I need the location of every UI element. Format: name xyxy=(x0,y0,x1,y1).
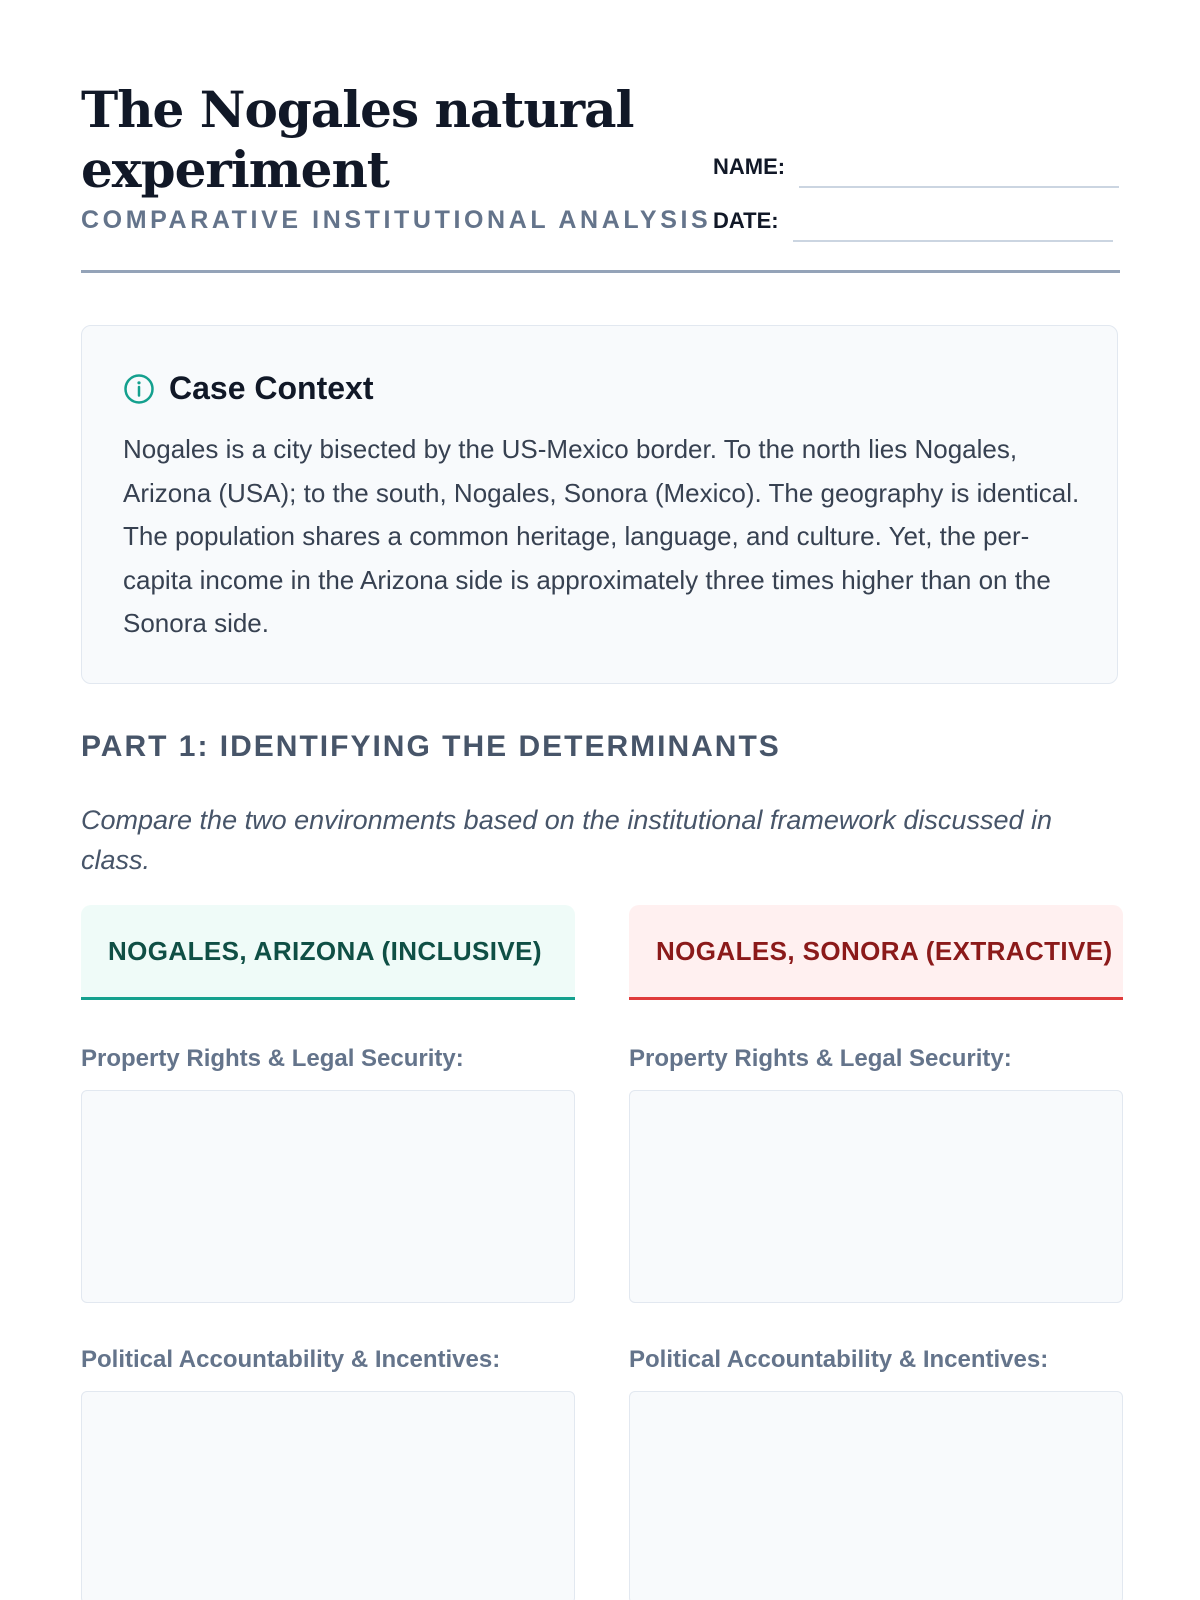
case-context-heading xyxy=(123,370,374,407)
page-subtitle: COMPARATIVE INSTITUTIONAL ANALYSIS xyxy=(81,206,712,234)
arizona-political-accountability-label: Political Accountability & Incentives: xyxy=(81,1346,501,1373)
arizona-column-header: NOGALES, ARIZONA (INCLUSIVE) xyxy=(81,905,575,1000)
info-icon xyxy=(123,373,155,405)
date-field xyxy=(713,208,1113,234)
sonora-property-rights-label: Property Rights & Legal Security: xyxy=(629,1045,1012,1072)
date-label: DATE: xyxy=(713,208,779,233)
case-context-box xyxy=(81,325,1118,684)
page-title: The Nogales natural experiment xyxy=(81,80,634,199)
sonora-political-accountability-label: Political Accountability & Incentives: xyxy=(629,1346,1049,1373)
name-field xyxy=(713,154,1119,180)
part1-instruction: Compare the two environments based on the institutional framework discussed in class. xyxy=(81,805,1052,875)
name-input-line[interactable] xyxy=(799,186,1119,188)
worksheet-page xyxy=(81,0,1120,1600)
part1-title: PART 1: IDENTIFYING THE DETERMINANTS xyxy=(81,730,781,763)
sonora-property-rights-answer-box[interactable] xyxy=(629,1090,1123,1303)
arizona-property-rights-answer-box[interactable] xyxy=(81,1090,575,1303)
name-label: NAME: xyxy=(713,154,786,179)
case-context-title: Case Context xyxy=(169,370,374,406)
arizona-property-rights-label: Property Rights & Legal Security: xyxy=(81,1045,464,1072)
worksheet-header xyxy=(81,80,1120,273)
case-context-text: Nogales is a city bisected by the US-Mexico border. To the north lies Nogales, Arizona (USA); to the south, Nogales, Sonora (Mexico). The geography is identical. The population shares a common heritage, language, and culture. Yet, the per-capita income in the Arizona side is approximately three times higher than on the Sonora side. xyxy=(123,434,1080,638)
date-input-line[interactable] xyxy=(793,240,1113,242)
arizona-political-accountability-answer-box[interactable] xyxy=(81,1391,575,1600)
sonora-column-header: NOGALES, SONORA (EXTRACTIVE) xyxy=(629,905,1123,1000)
sonora-political-accountability-answer-box[interactable] xyxy=(629,1391,1123,1600)
